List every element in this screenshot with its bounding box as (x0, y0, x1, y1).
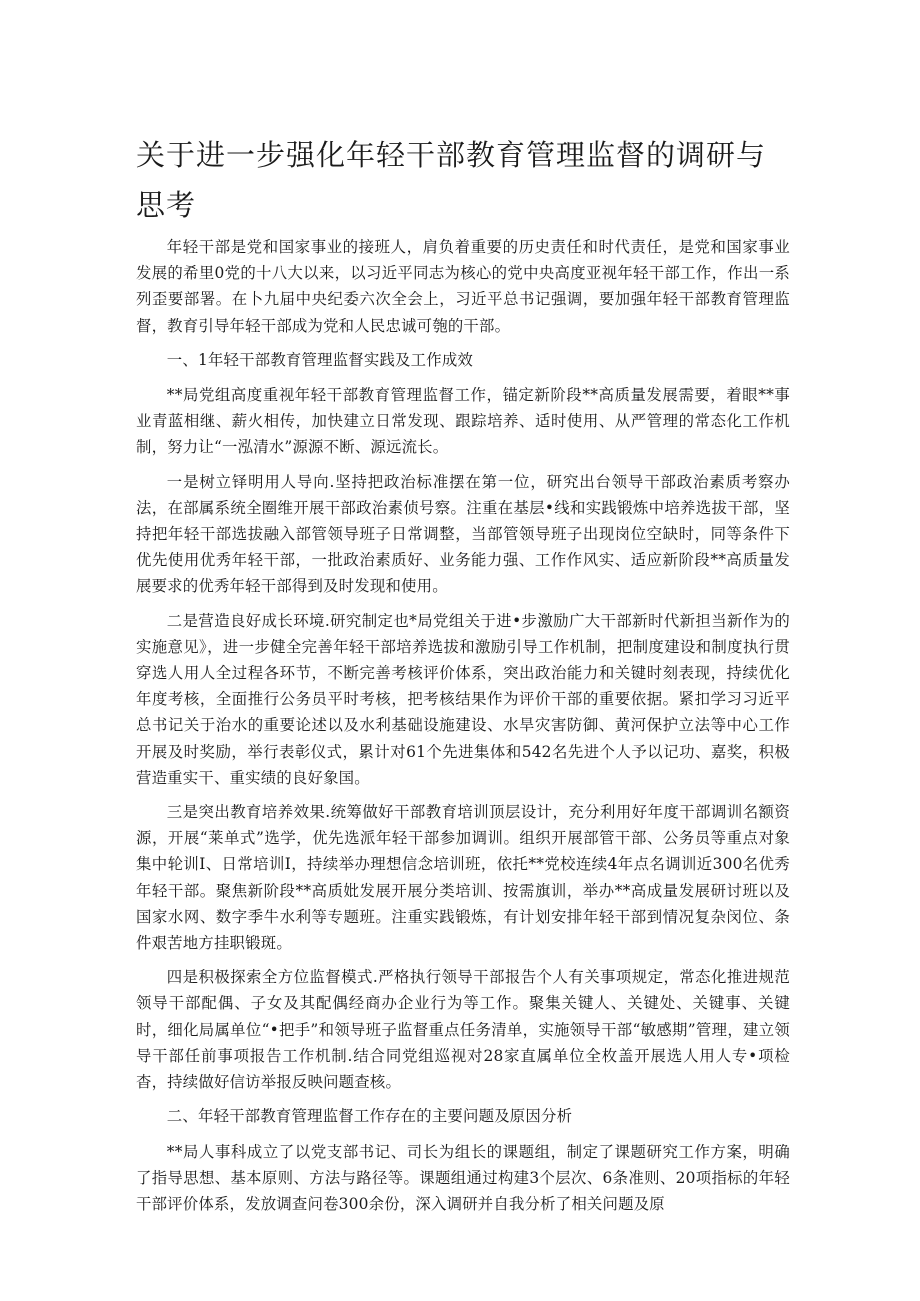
intro-paragraph: 年轻干部是党和国家事业的接班人，肩负着重要的历史责任和时代责任，是党和国家事业发展的希里0党的十八大以来，以习近平同志为核心的党中央高度亚视年轻干部工作，作出一系列歪要部署。在卜九届中央纪委六次全会上，习近平总书记强调，要加强年轻干部教育管理监督，教育引导年轻干部成为党和人民忠诚可匏的干部。 (136, 238, 790, 335)
body-paragraph: 四是积极探索全方位监督模式.严格执行领导干部报告个人有关事项规定，常态化推进规范领导干部配偶、子女及其配偶经商办企业行为等工作。聚集关键人、关键处、关键事、关键时，细化局属单位“•把手”和领导班子监督重点任务清单，实施领导干部“敏感期”管理，建立领导干部任前事项报告工作机制.结合同党组巡视对28家直属单位全枚盖开展选人用人专•项检杳，持续做好信访举报反映问题查核。 (136, 968, 790, 1092)
section-heading-2: 二、年轻干部教育管理监督工作存在的主要问题及原因分析 (166, 1107, 573, 1126)
body-paragraph: **局党组高度重视年轻干部教育管理监督工作，锚定新阶段**高质量发展需要，着眼**事业青蓝相继、薪火相传，加快建立日常发现、跟踪培养、适时使用、从严管理的常态化工作机制，努力让“一泓清水”源源不断、源远流长。 (136, 386, 790, 457)
section-heading-1: 一、1年轻干部教育管理监督实践及工作成效 (166, 350, 474, 369)
document-body (136, 234, 790, 1225)
document-title: 关于进一步强化年轻干部教育管理监督的调研与思考 (136, 138, 767, 222)
body-paragraph: **局人事科成立了以党支部书记、司长为组长的课题组，制定了课题研究工作方案，明确了指导思想、基本原则、方法与路径等。课题组通过构建3个层次、6条准则、20项指标的年轻干部评价体系，发放调查问卷300余份，深入调研并自我分析了相关问题及原 (136, 1142, 790, 1213)
body-paragraph: 一是树立铎明用人导向.坚持把政治标准摆在第一位，研究出台领导干部政治素质考察办法，在部属系统全圈维开展干部政治素侦号察。注重在基层•线和实践锻炼中培养选拔干部，坚持把年轻干部选拔融入部管领导班子日常调整，当部管领导班子出现岗位空缺时，同等条件下优先使用优秀年轻干部，一批政治素质好、业务能力强、工作作风实、适应新阶段**高质量发展要求的优秀年轻干部得到及时发现和使用。 (136, 472, 790, 596)
body-paragraph: 三是突出教育培养效果.统筹做好干部教育培训顶层设计，充分利用好年度干部调训名额资源，开展“莱单式”选学，优先选派年轻干部参加调训。组织开展部管干部、公务员等重点对象集中轮训I、日常培训I，持续举办理想信念培训班，依托**党校连续4年点名调训近300名优秀年轻干部。聚焦新阶段**高质妣发展开展分类培训、按需旗训，举办**高成量发展研讨班以及国家水网、数字季牛水利等专题班。注重实践锻炼，有计划安排年轻干部到情况复杂闵位、条件艰苦地方挂职锻斑。 (136, 803, 790, 953)
body-paragraph: 二是营造良好成长环境.研究制定也*局党组关于进•步激励广大干部新时代新担当新作为的实施意见》，进一步健全完善年轻干部培养选拔和激励引导工作机制，把制度建设和制度执行贯穿选人用人全过程各环节，不断完善考核评价体系，突出政治能力和关键时刻表现，持续优化年度考核，全面推行公务员平时考核，把考核结果作为评价干部的重要依据。紧扣学习习近平总书记关于治水的重要论述以及水利基础设施建设、水旱灾害防御、黄河保护立法等中心工作开展及时奖励，举行表彰仪式，累计对61个先进集体和542名先进个人予以记功、嘉奖，积极营造重实干、重实绩的良好象国。 (136, 611, 790, 787)
